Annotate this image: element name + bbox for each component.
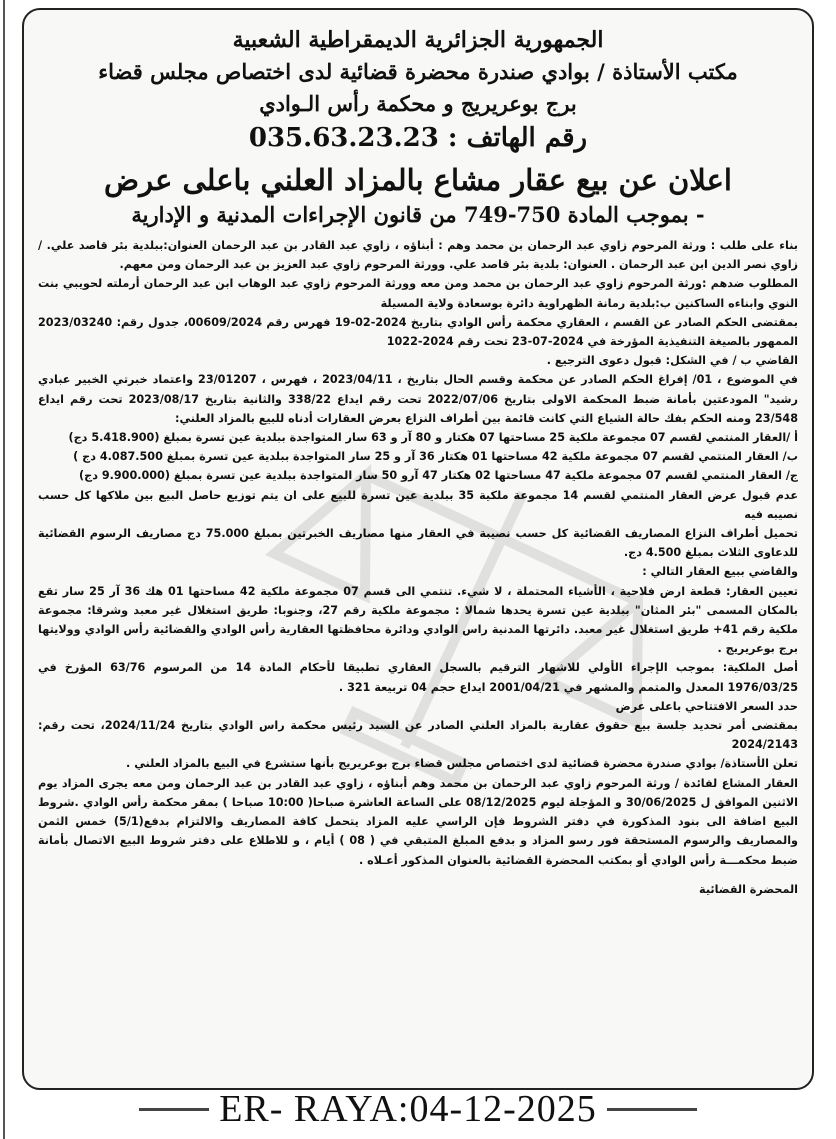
announcement-title: اعلان عن بيع عقار مشاع بالمزاد العلني باعلى عرض — [104, 163, 732, 197]
newspaper-date-stamp: ER- RAYA:04-12-2025 — [219, 1088, 597, 1130]
republic-header: الجمهورية الجزائرية الديمقراطية الشعبية — [232, 27, 604, 53]
signature: المحضرة القضائية — [699, 882, 798, 896]
paragraph-ruling: والقاضي ببيع العقار التالي : — [642, 565, 798, 579]
property-b: ب/ العقار المنتمي لقسم 07 مجموعة ملكية 42 مساحتها 01 هكتار 36 آر و 25 سار المتواجدة ببلدية عين تسرة بمبلغ 4.087.500 دج ) — [73, 450, 798, 464]
scan-edge-line — [3, 0, 5, 1139]
phone-label: رقم الهاتف : — [447, 123, 588, 153]
paragraph-requester: بناء على طلب : ورثة المرحوم زاوي عبد الرحمان بن محمد وهم : أبناؤه ، زاوي عبد القادر بن عبد الرحمان العنوان:ببلدية بئر قاصد علي. /زاوي نصر الدين ابن عبد الرحمان . العنوان: بلدية بئر قاصد علي. وورثة المرحوم زاوي عبد العزيز بن عبد الرحمان ومن معهم. — [38, 239, 798, 272]
paragraph-session-order: بمقتضى أمر تحديد جلسة بيع حقوق عقارية بالمزاد العلني الصادر عن السيد رئيس محكمة راس الوادي بتاريخ 2024/11/24، تحت رقم: 2024/2143 — [38, 719, 798, 752]
paragraph-rejection: عدم قبول عرض العقار المنتمي لقسم 14 مجموعة ملكية 35 ببلدية عين تسرة للبيع على ان يتم توزيع حاصل البيع بين ملاكها كل حسب نصيبه فيه — [38, 488, 798, 521]
phone-line — [38, 120, 798, 156]
property-a: أ /العقار المنتمي لقسم 07 مجموعة ملكية 25 مساحتها 07 هكتار و 80 آر و 63 سار المتواجدة ببلدية عين تسرة بمبلغ (5.418.900 دج) — [68, 431, 798, 445]
announcement-frame — [22, 8, 814, 1090]
paragraph-subject: في الموضوع ، 01/ إفراغ الحكم الصادر عن محكمة وقسم الحال بتاريخ ، 2023/04/11 ، فهرس ، 23/01207 واعتماد خبرتي الخبير عبادي رشيد" المودعتين بأمانة ضبط المحكمة الاولى بتاريخ 2022/07/06 تحت رقم ايداع 338/22 والثانية بتاريخ 2023/08/17 تحت رقم ايداع 23/548 ومنه الحكم بفك حالة الشياع التي كانت قائمة بين أطراف النزاع بعرض العقارات أدناه للبيع بالمزاد العلني: — [38, 373, 798, 425]
paragraph-defendants: المطلوب ضدهم :ورثة المرحوم زاوي عبد الرحمان بن محمد ومن معه وورثة المرحوم زاوي عبد الوهاب ابن عبد الرحمان أرملته لحويبي بنت النوي وابناءه الساكنين ب:بلدية رمانة الظهراوية دائرة بوسعادة ولاية المسيلة — [38, 277, 798, 310]
legal-basis-subtitle: - بموجب المادة 750-749 من قانون الإجراءات المدنية و الإدارية — [131, 202, 705, 227]
office-line: مكتب الأستاذة / بوادي صندرة محضرة قضائية لدى اختصاص مجلس قضاء — [98, 59, 738, 84]
paragraph-judgment: بمقتضى الحكم الصادر عن القسم ، العقاري محكمة رأس الوادي بتاريخ 2024-02-19 فهرس رقم 00609/2024، جدول رقم: 2023/03240 الممهور بالصيغة التنفيذية المؤرخة في 2024-07-23 تحت رقم 2024-1022 — [38, 315, 798, 349]
phone-number: 035.63.23.23 — [248, 123, 439, 153]
publication-footer — [0, 1088, 836, 1130]
paragraph-costs: تحميل أطراف النزاع المصاريف القضائية كل حسب نصيبة في العقار منها مصاريف الخبرتين بمبلغ 75.000 دج مصاريف الرسوم القضائية للدعاوى الثلاث بمبلغ 4.500 دج. — [38, 527, 798, 560]
footer-right-bar — [607, 1108, 697, 1111]
paragraph-notice: تعلن الأستاذة/ بوادي صندرة محضرة قضائية لدى اختصاص مجلس قضاء برج بوعريريج بأنها ستشرع في البيع بالمزاد العلني . — [126, 757, 798, 771]
paragraph-auction-terms: العقار المشاع لفائدة / ورثة المرحوم زاوي عبد الرحمان بن محمد وهم أبناؤه ، زاوي عبد القادر بن عبد الرحمان ومن معه يجرى المزاد يوم الاثنين الموافق ل 30/06/2025 و المؤجلة ليوم 08/12/2025 على الساعة العاشرة صباحا( 10:00 صباحا ) بمقر محكمة رأس الوادي .شروط البيع اضافة الى بنود المذكورة في دفتر الشروط فإن الراسي عليه المزاد يتحمل كافة المصاريف والالتزام بدفع(5/1) خمس الثمن والمصاريف والرسوم المستحقة فور رسو المزاد و بدفع المبلغ المتبقي في ( 08 ) أيام ، و للاطلاع على دفتر شروط البيع الاتصال بأمانة ضبط محكمـــة رأس الوادي أو بمكتب المحضرة القضائية بالعنوان المذكور أعـلاه . — [38, 776, 799, 867]
footer-left-bar — [139, 1108, 209, 1111]
paragraph-ownership: أصل الملكية: بموجب الإجراء الأولي للاشهار الترقيم بالسجل العقاري تطبيقا لأحكام المادة 14 من المرسوم 63/76 المؤرخ في 1976/03/25 المعدل والمتمم والمشهر في 2001/04/21 ايداع حجم 04 تربيعة 321 . — [38, 661, 798, 694]
paragraph-form: القاضي ب / في الشكل: قبول دعوى الترجيع . — [546, 354, 798, 368]
paragraph-opening-price: حدد السعر الافتتاحي باعلى عرض — [615, 699, 798, 713]
court-line: برج بوعريريج و محكمة رأس الـوادي — [259, 91, 577, 116]
announcement-body — [38, 236, 798, 899]
paragraph-property-description: تعيين العقار: قطعة ارض فلاحية ، الأشياء المحتملة ، لا شيء. تنتمي الى قسم 07 مجموعة ملكية 42 مساحتها 01 هك 36 آر 25 سار تقع بالمكان المسمى "بئر المثان" ببلدية عين تسرة يحدها شمالا : مجموعة ملكية رقم 27، وجنوبا: طريق استغلال غير معبد وشرقا: مجموعة ملكية رقم 41+ طريق استغلال غير معبد. دائرتها المدنية راس الوادي ودائرة محافظتها العقارية رأس الوادي والقضائية رأس الوادي وولايتها برج بوعريريج . — [38, 584, 799, 656]
property-c: ج/ العقار المنتمي لقسم 07 مجموعة ملكية 47 مساحتها 02 هكتار 47 آرو 50 سار المتواجدة ببلدية عين تسرة بمبلغ (9.900.000 دج) — [79, 469, 798, 483]
